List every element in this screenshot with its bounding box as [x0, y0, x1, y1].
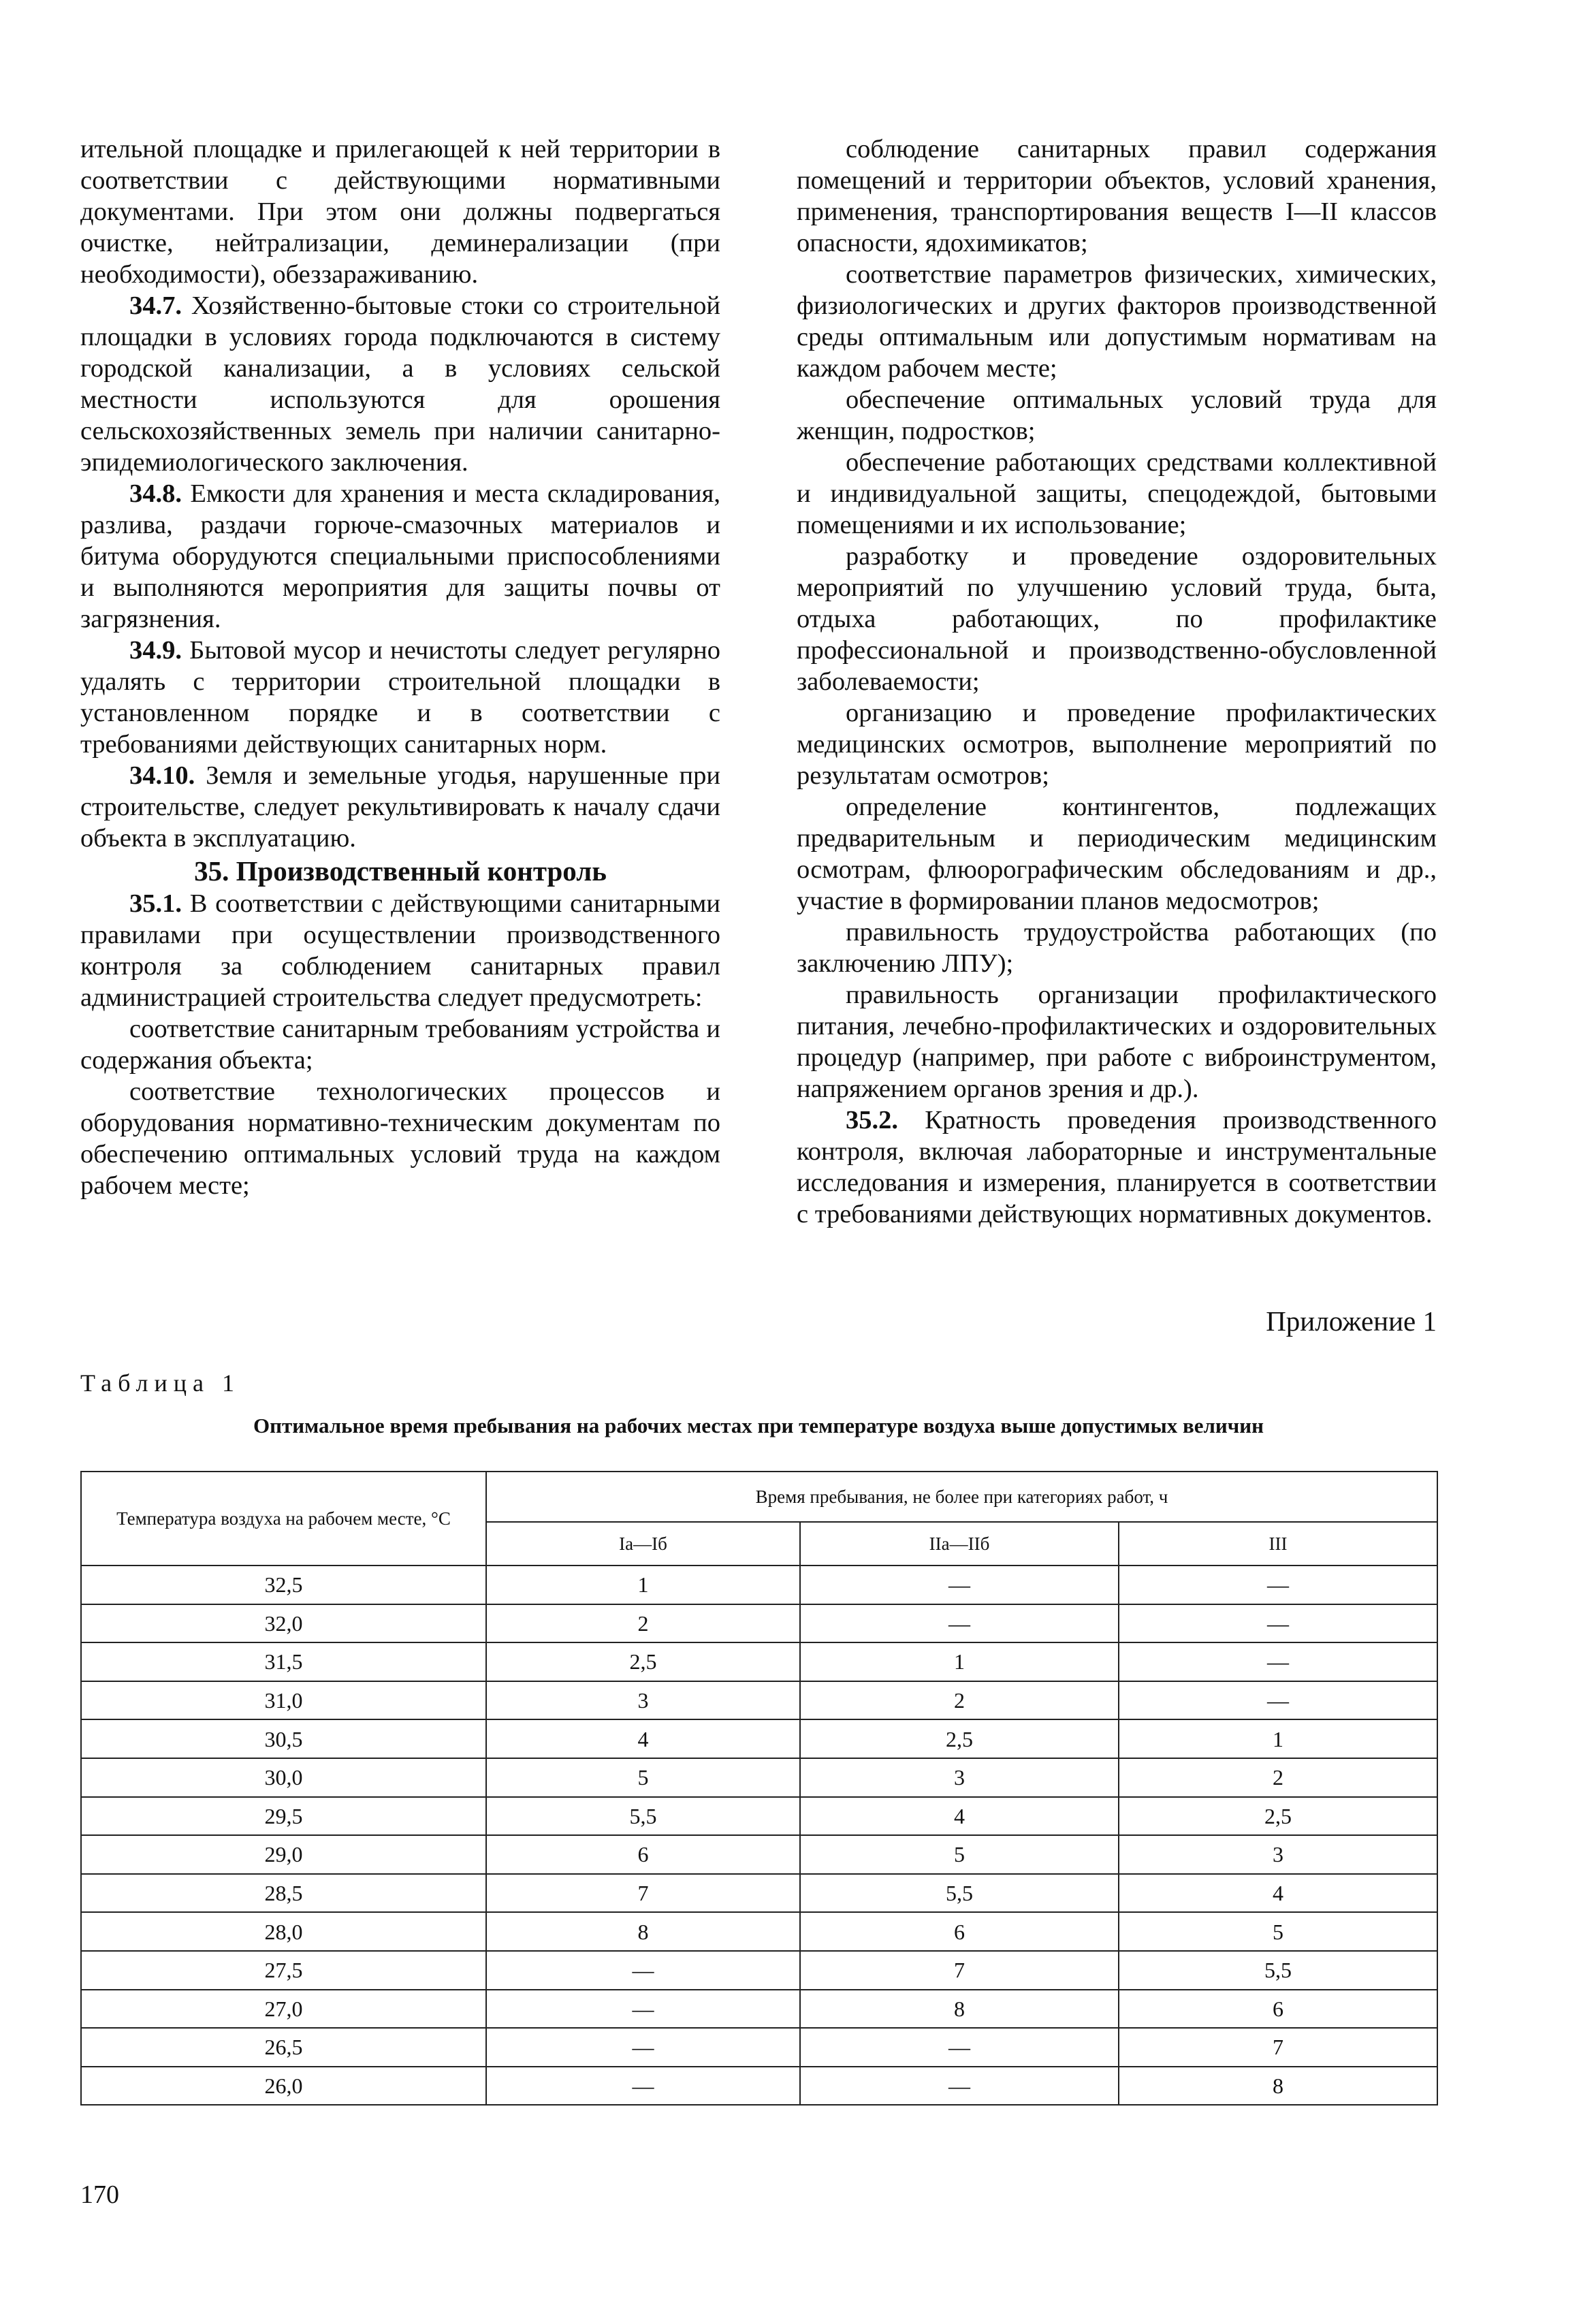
- clause-number: 34.8.: [129, 479, 182, 508]
- table-cell: 4: [800, 1797, 1119, 1836]
- table-row: [81, 1719, 1437, 1758]
- table-row: [81, 1566, 1437, 1604]
- table-cell: 29,5: [81, 1797, 486, 1836]
- list-item: правильность трудоустройства работающих (по заключению ЛПУ);: [797, 918, 1437, 978]
- table-cell: 2,5: [800, 1719, 1119, 1758]
- table-row: [81, 1642, 1437, 1681]
- left-column: [80, 133, 720, 1201]
- table-row: [81, 1797, 1437, 1836]
- paragraph-35-1: [80, 888, 720, 1013]
- table-cell: —: [1119, 1604, 1437, 1643]
- table-cell: —: [486, 1951, 800, 1990]
- paragraph-35-2: [797, 1105, 1437, 1230]
- list-item: определение контингентов, подлежащих предварительным и периодическим медицинским осмотрам, флюорографическим обследованиям и др., участие в формировании планов медосмотров;: [797, 793, 1437, 915]
- table-cell: —: [1119, 1642, 1437, 1681]
- table-cell: 5,5: [486, 1797, 800, 1836]
- table-cell: 30,5: [81, 1719, 486, 1758]
- right-column: [797, 133, 1437, 1230]
- list-item: соблюдение санитарных правил содержания помещений и территории объектов, условий хранения, применения, транспортирования веществ I—II классов опасности, ядохимикатов;: [797, 135, 1437, 257]
- table-cell: —: [800, 1566, 1119, 1604]
- table-cell: 6: [1119, 1990, 1437, 2029]
- table-cell: 8: [800, 1990, 1119, 2029]
- list-item: правильность организации профилактического питания, лечебно-профилактических и оздоровительных процедур (например, при работе с виброинструментом, напряжением органов зрения и др.).: [797, 981, 1437, 1103]
- header-temperature: Температура воздуха на рабочем месте, °С: [81, 1472, 486, 1566]
- section-title: 35. Производственный контроль: [194, 855, 607, 887]
- clause-text: Кратность проведения производственного контроля, включая лабораторные и инструментальные исследования и измерения, планируется в соответствии с требованиями действующих нормативных документов.: [797, 1106, 1437, 1228]
- table-cell: 2: [486, 1604, 800, 1643]
- table-cell: —: [486, 2028, 800, 2067]
- table-cell: 5,5: [1119, 1951, 1437, 1990]
- table-cell: 8: [1119, 2067, 1437, 2106]
- table-cell: —: [1119, 1566, 1437, 1604]
- table-cell: 2,5: [486, 1642, 800, 1681]
- paragraph-34-7: [80, 290, 720, 478]
- table-row: [81, 2067, 1437, 2106]
- header-category: Iа—Iб: [486, 1522, 800, 1566]
- table-cell: 32,5: [81, 1566, 486, 1604]
- list-item: разработку и проведение оздоровительных мероприятий по улучшению условий труда, быта, отдыха работающих, по профилактике профессиональной и производственно-обусловленной заболеваемости;: [797, 542, 1437, 696]
- table-cell: 2,5: [1119, 1797, 1437, 1836]
- table-cell: 29,0: [81, 1835, 486, 1874]
- table-cell: —: [486, 2067, 800, 2106]
- list-item: соответствие технологических процессов и оборудования нормативно-техническим документам по обеспечению оптимальных условий труда на каждом рабочем месте;: [80, 1077, 720, 1200]
- table-cell: 1: [486, 1566, 800, 1604]
- clause-number: 34.7.: [129, 291, 182, 320]
- table-cell: 28,0: [81, 1912, 486, 1951]
- table-cell: 7: [486, 1874, 800, 1913]
- clause-number: 34.10.: [129, 761, 195, 790]
- table-cell: 3: [1119, 1835, 1437, 1874]
- list-item: соответствие санитарным требованиям устройства и содержания объекта;: [80, 1015, 720, 1075]
- table-row: [81, 1604, 1437, 1643]
- table-row: [81, 1758, 1437, 1797]
- table-title: Оптимальное время пребывания на рабочих местах при температуре воздуха выше допустимых величин: [253, 1414, 1264, 1437]
- clause-text: В соответствии с действующими санитарными правилами при осуществлении производственного контроля за соблюдением санитарных правил администрацией строительства следует предусмотреть:: [80, 889, 720, 1012]
- table-cell: 26,0: [81, 2067, 486, 2106]
- clause-number: 35.2.: [846, 1106, 898, 1134]
- table-cell: 26,5: [81, 2028, 486, 2067]
- list-item: обеспечение работающих средствами коллективной и индивидуальной защиты, спецодеждой, бытовыми помещениями и их использование;: [797, 448, 1437, 539]
- table-cell: —: [800, 2028, 1119, 2067]
- table-cell: 31,5: [81, 1642, 486, 1681]
- table-row: [81, 1951, 1437, 1990]
- table-cell: 7: [800, 1951, 1119, 1990]
- appendix-label: Приложение 1: [1266, 1305, 1437, 1337]
- table-cell: 1: [1119, 1719, 1437, 1758]
- table-cell: 31,0: [81, 1681, 486, 1720]
- clause-text: Бытовой мусор и нечистоты следует регулярно удалять с территории строительной площадки в установленном порядке и в соответствии с требованиями действующих санитарных норм.: [80, 636, 720, 759]
- clause-number: 34.9.: [129, 636, 182, 665]
- table-cell: 27,0: [81, 1990, 486, 2029]
- table-cell: —: [486, 1990, 800, 2029]
- table-cell: —: [800, 2067, 1119, 2106]
- list-item: организацию и проведение профилактических медицинских осмотров, выполнение мероприятий по результатам осмотров;: [797, 699, 1437, 790]
- clause-text: Земля и земельные угодья, нарушенные при строительстве, следует рекультивировать к началу сдачи объекта в эксплуатацию.: [80, 761, 720, 853]
- table-cell: 4: [1119, 1874, 1437, 1913]
- table-cell: 8: [486, 1912, 800, 1951]
- header-category: III: [1119, 1522, 1437, 1566]
- table-row: [81, 1912, 1437, 1951]
- table-cell: 5: [1119, 1912, 1437, 1951]
- table-cell: 5: [800, 1835, 1119, 1874]
- table-cell: 28,5: [81, 1874, 486, 1913]
- list-item: обеспечение оптимальных условий труда для женщин, подростков;: [797, 385, 1437, 445]
- table-cell: —: [1119, 1681, 1437, 1720]
- table-cell: 2: [800, 1681, 1119, 1720]
- table-cell: 3: [486, 1681, 800, 1720]
- table-cell: 2: [1119, 1758, 1437, 1797]
- table-row: [81, 1835, 1437, 1874]
- table-cell: 6: [800, 1912, 1119, 1951]
- table-cell: 5,5: [800, 1874, 1119, 1913]
- table-label: Таблица 1: [80, 1369, 240, 1397]
- table-cell: 6: [486, 1835, 800, 1874]
- page-number: 170: [80, 2180, 119, 2209]
- header-category: IIа—IIб: [800, 1522, 1119, 1566]
- table-row: [81, 1874, 1437, 1913]
- table-body: [81, 1566, 1437, 2105]
- paragraph-34-8: [80, 478, 720, 635]
- table-row: [81, 1681, 1437, 1720]
- table-cell: 1: [800, 1642, 1119, 1681]
- list-item: соответствие параметров физических, химических, физиологических и других факторов производственной среды оптимальным или допустимым нормативам на каждом рабочем месте;: [797, 260, 1437, 383]
- clause-number: 35.1.: [129, 889, 182, 918]
- table-cell: 27,5: [81, 1951, 486, 1990]
- table-row: [81, 1990, 1437, 2029]
- table-cell: 32,0: [81, 1604, 486, 1643]
- paragraph-intro-fragment: ительной площадке и прилегающей к ней территории в соответствии с действующими нормативными документами. При этом они должны подвергаться очистке, нейтрализации, деминерализации (при необходимости), обеззараживанию.: [80, 135, 720, 289]
- header-time-group: Время пребывания, не более при категориях работ, ч: [486, 1472, 1437, 1522]
- table-cell: 30,0: [81, 1758, 486, 1797]
- table-row: [81, 2028, 1437, 2067]
- table-cell: 4: [486, 1719, 800, 1758]
- paragraph-34-10: [80, 760, 720, 854]
- paragraph-34-9: [80, 635, 720, 760]
- temperature-time-table: [80, 1471, 1438, 2106]
- table-cell: 5: [486, 1758, 800, 1797]
- clause-text: Емкости для хранения и места складирования, разлива, раздачи горюче-смазочных материалов и битума оборудуются специальными приспособлениями и выполняются мероприятия для защиты почвы от загрязнения.: [80, 479, 720, 633]
- table-cell: 3: [800, 1758, 1119, 1797]
- clause-text: Хозяйственно-бытовые стоки со строительной площадки в условиях города подключаются в систему городской канализации, а в условиях сельской местности используются для орошения сельскохозяйственных земель при наличии санитарно-эпидемиологического заключения.: [80, 291, 720, 477]
- table-cell: 7: [1119, 2028, 1437, 2067]
- table-cell: —: [800, 1604, 1119, 1643]
